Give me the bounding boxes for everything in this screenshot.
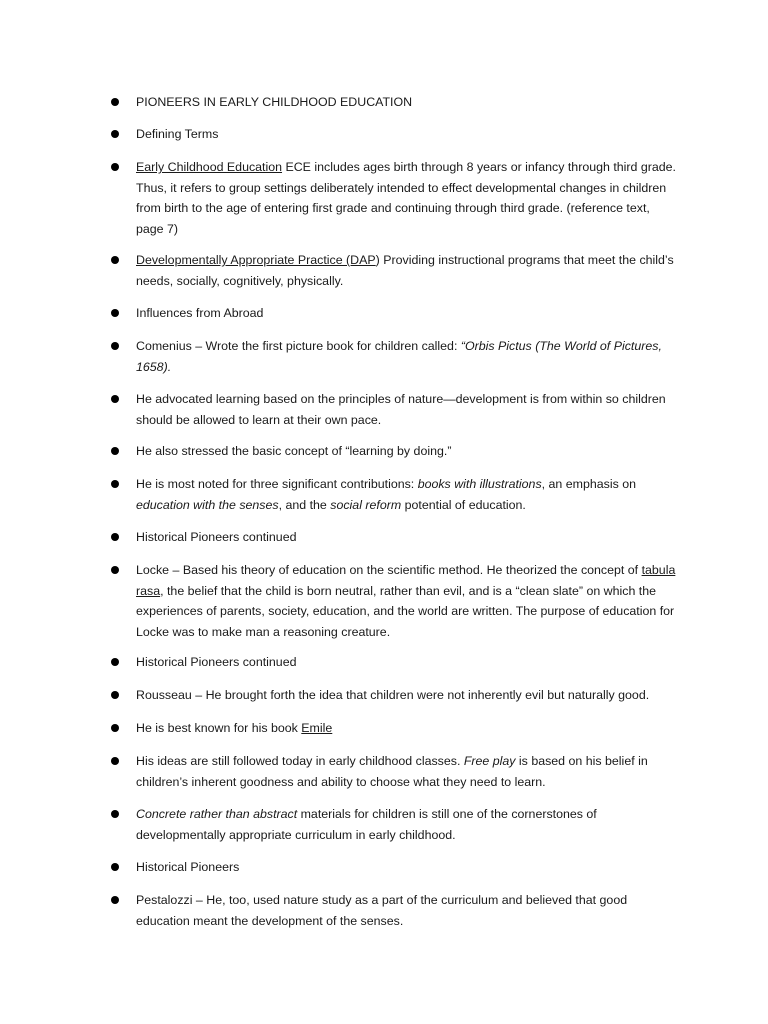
text-run: ECE includes ages birth through 8 years or infancy through third grade. Thus, it refers to group settings deliberately intended to effect developmental changes in children from birth to the age of entering first grade and continuing through third grade. (reference text, page 7) bbox=[136, 160, 677, 236]
item-text bbox=[136, 303, 676, 324]
item-text bbox=[136, 336, 676, 377]
item-text bbox=[136, 157, 676, 239]
item-learning-by-doing bbox=[111, 441, 676, 462]
bullet-icon bbox=[111, 130, 119, 138]
italic-text: education with the senses bbox=[136, 497, 279, 512]
item-nature-learning bbox=[111, 389, 676, 430]
underlined-text: rasa bbox=[136, 583, 161, 598]
item-text bbox=[136, 560, 676, 642]
item-text bbox=[136, 389, 676, 430]
item-text bbox=[136, 441, 676, 462]
italic-text: “Orbis Pictus (The World of Pictures, 1658). bbox=[136, 339, 662, 374]
heading-defining-terms bbox=[111, 124, 676, 145]
item-locke bbox=[111, 560, 676, 642]
text-run: , the belief that the child is born neutral, rather than evil, and is a “clean slate” on which the experiences of parents, society, education, and the world are written. The purpose of education for Locke was to make man a reasoning creature. bbox=[136, 583, 675, 639]
item-free-play bbox=[111, 751, 676, 792]
item-concrete-materials bbox=[111, 804, 676, 845]
item-text bbox=[136, 652, 676, 673]
item-text bbox=[136, 250, 676, 291]
text-run: Pestalozzi – He, too, used nature study as a part of the curriculum and believed that good education meant the development of the senses. bbox=[136, 893, 628, 928]
heading-historical-pioneers bbox=[111, 857, 676, 878]
item-emile bbox=[111, 718, 676, 739]
item-comenius bbox=[111, 336, 676, 377]
bullet-icon bbox=[111, 810, 119, 818]
bullet-icon bbox=[111, 757, 119, 765]
bullet-icon bbox=[111, 447, 119, 455]
text-run: , and the bbox=[278, 497, 331, 512]
item-rousseau bbox=[111, 685, 676, 706]
italic-text: Free play bbox=[463, 754, 516, 768]
text-run: Rousseau – He brought forth the idea that children were not inherently evil but naturally good. bbox=[136, 688, 650, 702]
item-text bbox=[136, 685, 676, 706]
bullet-icon bbox=[111, 566, 119, 574]
text-run: Defining Terms bbox=[136, 127, 219, 141]
text-run: PIONEERS IN EARLY CHILDHOOD EDUCATION bbox=[136, 95, 413, 109]
item-text bbox=[136, 527, 676, 548]
text-run: potential of education. bbox=[401, 497, 526, 512]
text-run: materials for children is still one of the cornerstones of developmentally appropriate curriculum in early childhood. bbox=[136, 807, 597, 842]
item-dap bbox=[111, 250, 676, 291]
item-contributions bbox=[111, 474, 676, 515]
text-run: Locke – Based his theory of education on the scientific method. He theorized the concept of bbox=[136, 563, 642, 577]
text-run: , an emphasis on bbox=[541, 477, 637, 491]
text-run: He is best known for his book bbox=[136, 721, 302, 735]
bullet-icon bbox=[111, 724, 119, 732]
bullet-icon bbox=[111, 98, 119, 106]
bullet-icon bbox=[111, 163, 119, 171]
text-run: He is most noted for three significant contributions: bbox=[136, 477, 418, 491]
text-run: His ideas are still followed today in early childhood classes. bbox=[136, 754, 464, 768]
bullet-icon bbox=[111, 342, 119, 350]
item-text bbox=[136, 718, 676, 739]
text-run: Comenius – Wrote the first picture book for children called: bbox=[136, 339, 461, 353]
text-run: ) Providing instructional programs that meet the child’s needs, socially, cognitively, physically. bbox=[136, 253, 674, 288]
item-text bbox=[136, 124, 676, 145]
item-text bbox=[136, 92, 676, 113]
bullet-icon bbox=[111, 658, 119, 666]
italic-text: social reform bbox=[330, 497, 402, 512]
bullet-icon bbox=[111, 480, 119, 488]
heading-historical-pioneers-continued-2 bbox=[111, 652, 676, 673]
item-pestalozzi bbox=[111, 890, 676, 931]
text-run: Historical Pioneers continued bbox=[136, 655, 297, 669]
text-run: Influences from Abroad bbox=[136, 306, 264, 320]
bullet-icon bbox=[111, 395, 119, 403]
item-early-childhood-education bbox=[111, 157, 676, 239]
bullet-icon bbox=[111, 533, 119, 541]
text-run: He advocated learning based on the principles of nature—development is from within so children should be allowed to learn at their own pace. bbox=[136, 392, 666, 427]
text-run: He also stressed the basic concept of “learning by doing.” bbox=[136, 444, 452, 458]
underlined-text: Emile bbox=[301, 721, 333, 735]
item-text bbox=[136, 804, 676, 845]
italic-text: Concrete rather than abstract bbox=[136, 807, 298, 821]
bullet-icon bbox=[111, 863, 119, 871]
text-run: is based on his belief in children’s inherent goodness and ability to choose what they need to learn. bbox=[136, 754, 648, 789]
bullet-icon bbox=[111, 896, 119, 904]
underlined-text: Developmentally Appropriate Practice (DAP bbox=[136, 253, 376, 267]
heading-pioneers bbox=[111, 92, 676, 113]
heading-influences-abroad bbox=[111, 303, 676, 324]
text-run: Historical Pioneers bbox=[136, 860, 240, 874]
item-text bbox=[136, 857, 676, 878]
underlined-text: tabula bbox=[641, 563, 676, 577]
italic-text: books with illustrations bbox=[417, 477, 542, 491]
text-run: Historical Pioneers continued bbox=[136, 530, 297, 544]
bullet-icon bbox=[111, 256, 119, 264]
item-text bbox=[136, 890, 676, 931]
item-text bbox=[136, 751, 676, 792]
bullet-icon bbox=[111, 309, 119, 317]
underlined-text: Early Childhood Education bbox=[136, 160, 283, 174]
bullet-icon bbox=[111, 691, 119, 699]
heading-historical-pioneers-continued-1 bbox=[111, 527, 676, 548]
item-text bbox=[136, 474, 676, 515]
